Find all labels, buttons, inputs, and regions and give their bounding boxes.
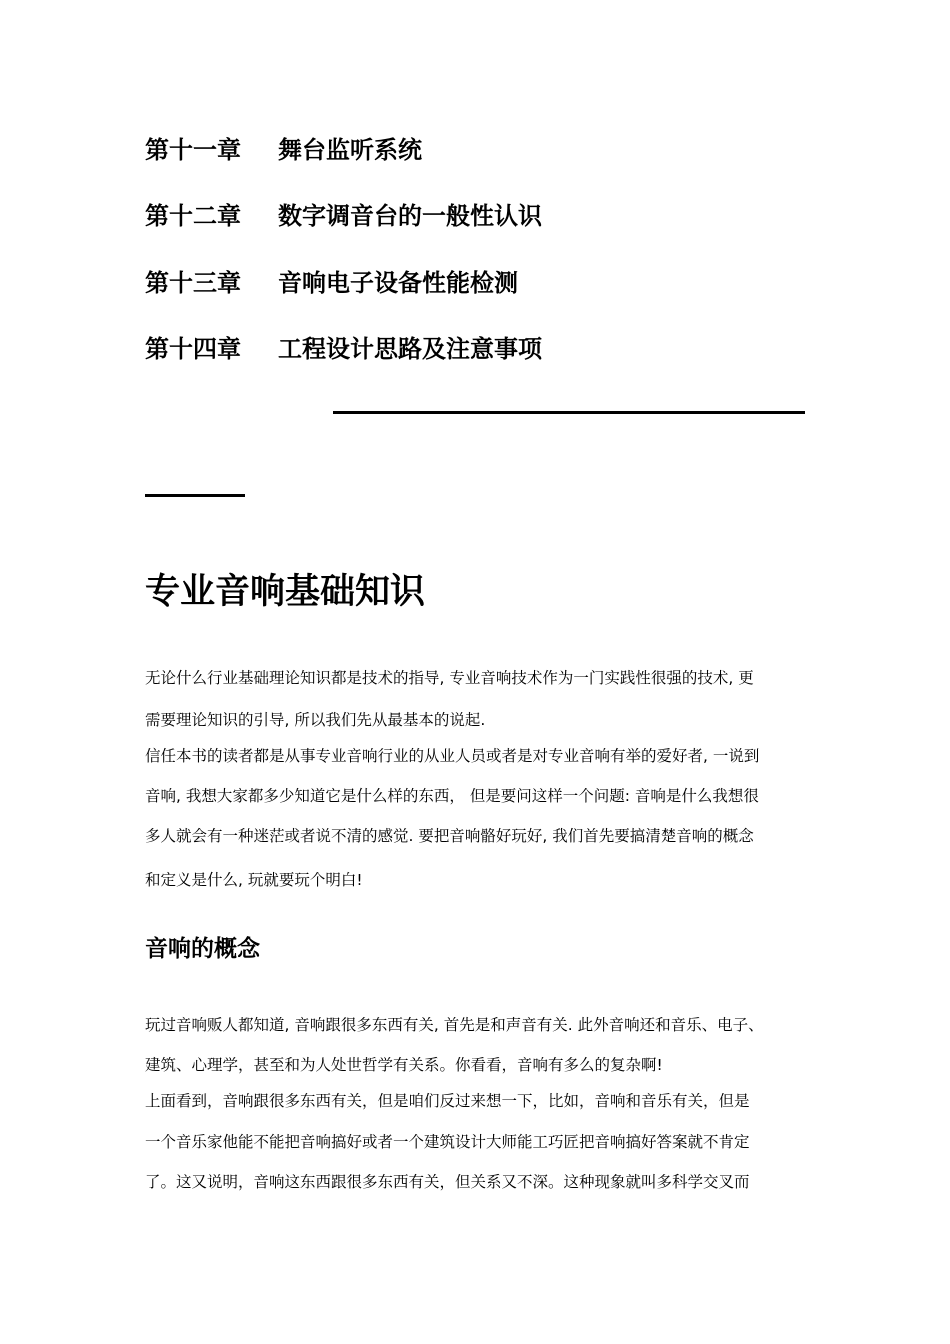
concept-paragraph-line: 建筑、心理学，甚至和为人处世哲学有关系。你看看，音响有多么的复杂啊! [145, 1056, 663, 1074]
intro-paragraph-line: 音响, 我想大家都多少知道它是什么样的东西， 但是要问这样一个问题: 音响是什么我想很 [145, 787, 759, 805]
toc-entry-12 [145, 199, 542, 233]
concept-paragraph-line: 玩过音响贩人都知道, 音响跟很多东西有关, 首先是和声音有关. 此外音响还和音乐、电子、 [145, 1016, 764, 1034]
concept-paragraph-line: 一个音乐家他能不能把音响搞好或者一个建筑设计大师能工巧匠把音响搞好答案就不肯定 [145, 1133, 750, 1151]
toc-chapter-title: 工程设计思路及注意事项 [278, 335, 542, 363]
concept-paragraph-line: 了。这又说明，音响这东西跟很多东西有关，但关系又不深。这种现象就叫多科学交叉而 [145, 1173, 750, 1191]
toc-chapter-number: 第十一章 [145, 136, 241, 164]
intro-paragraph-line: 无论什么行业基础理论知识都是技术的指导, 专业音响技术作为一门实践性很强的技术, 更 [145, 669, 754, 687]
toc-chapter-number: 第十三章 [145, 269, 241, 297]
intro-paragraph-line: 多人就会有一种迷茫或者说不清的感觉. 要把音响骼好玩好, 我们首先要搞清楚音响的概念 [145, 827, 754, 845]
toc-chapter-title: 舞台监听系统 [278, 136, 422, 164]
separator-rule-short [145, 494, 245, 497]
intro-paragraph-line: 信任本书的读者都是从事专业音响行业的从业人员或者是对专业音响有举的爱好者, 一说到 [145, 747, 760, 765]
intro-paragraph-line: 需要理论知识的引导, 所以我们先从最基本的说起. [145, 711, 486, 729]
concept-paragraph-line: 上面看到，音响跟很多东西有关，但是咱们反过来想一下，比如，音响和音乐有关，但是 [145, 1092, 750, 1110]
toc-chapter-number: 第十四章 [145, 335, 241, 363]
toc-chapter-title: 音响电子设备性能检测 [278, 269, 518, 297]
toc-entry-11 [145, 133, 422, 167]
intro-paragraph-line: 和定义是什么, 玩就要玩个明白! [145, 871, 363, 889]
toc-entry-13 [145, 266, 518, 300]
subsection-heading: 音响的概念 [145, 936, 260, 962]
toc-chapter-number: 第十二章 [145, 202, 241, 230]
toc-chapter-title: 数字调音台的一般性认识 [278, 202, 542, 230]
toc-entry-14 [145, 332, 542, 366]
section-heading: 专业音响基础知识 [145, 572, 426, 612]
separator-rule-long [333, 411, 805, 414]
